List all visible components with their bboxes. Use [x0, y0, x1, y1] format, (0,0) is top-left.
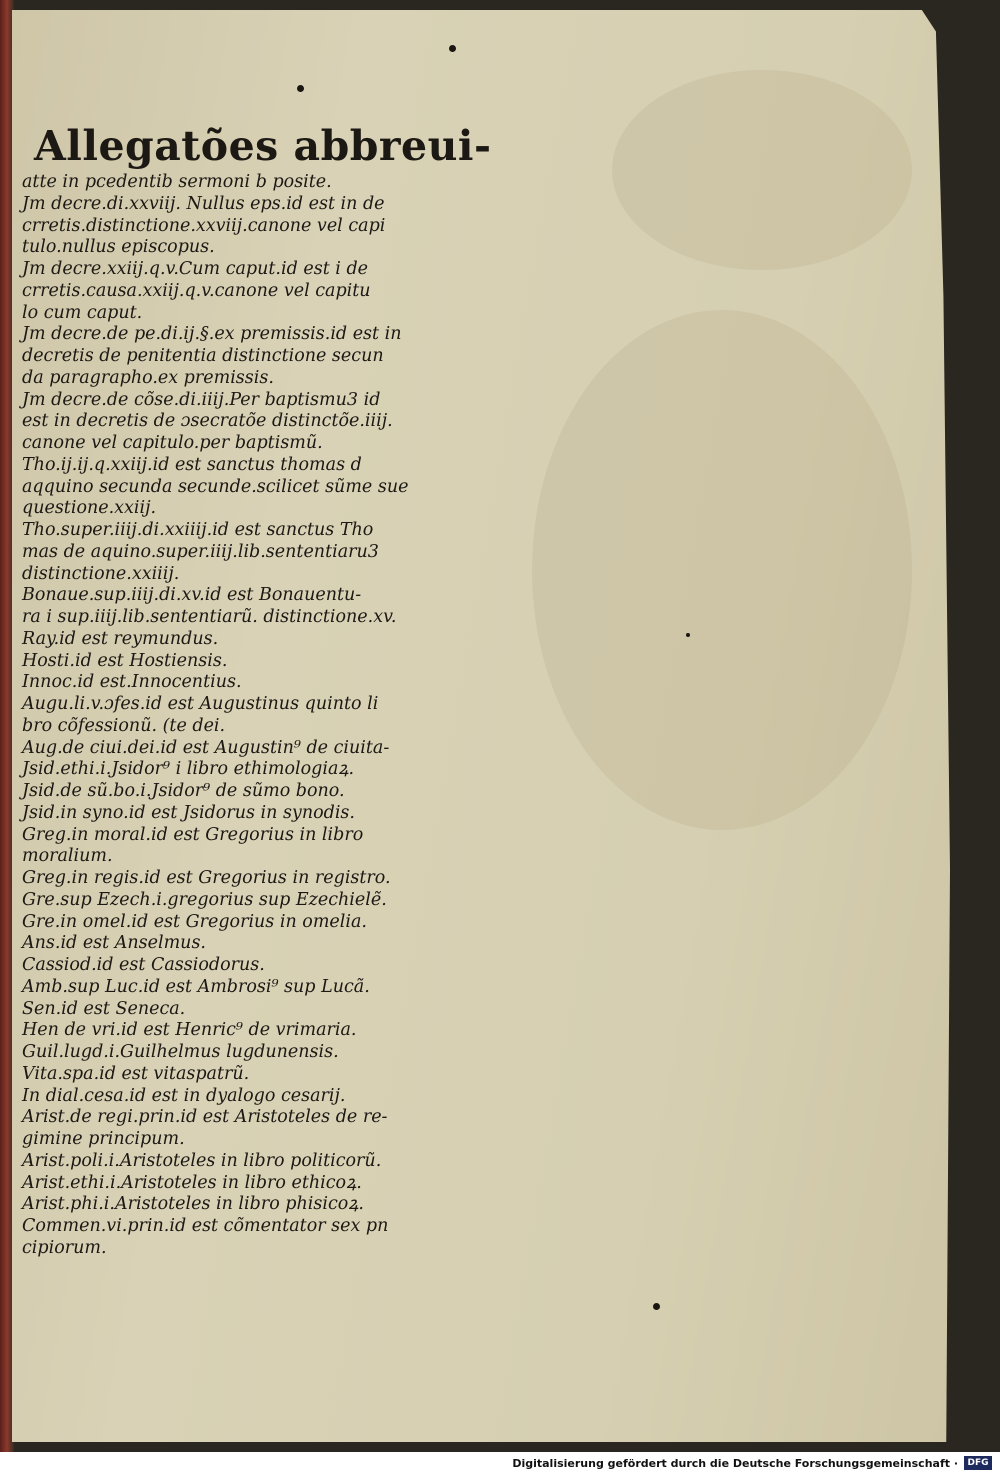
text-line: Jm decre.di.xxviij. Nullus eps.id est in de: [22, 193, 385, 214]
page-title: Allegatões abbreui-: [34, 122, 492, 170]
funding-credit: Digitalisierung gefördert durch die Deutsche Forschungsgemeinschaft ·: [512, 1457, 958, 1470]
text-line: Hosti.id est Hostiensis.: [22, 650, 228, 671]
ink-spot: [686, 633, 690, 637]
text-line: crretis.distinctione.xxviij.canone vel capi: [22, 215, 386, 236]
footer-bar: [0, 1452, 1000, 1475]
ink-spot: [653, 1303, 660, 1310]
text-lines: [22, 172, 442, 1260]
text-line: tulo.nullus episcopus.: [22, 237, 215, 258]
book-binding-edge: [0, 0, 14, 1452]
text-line: Gre.in omel.id est Gregorius in omelia.: [22, 911, 367, 932]
text-line: Commen.vi.prin.id est cõmentator sex pn: [22, 1216, 389, 1236]
text-line: est in decretis de ɔsecratõe distinctõe.iiij.: [22, 411, 393, 432]
text-line: Jm decre.de pe.di.ij.§.ex premissis.id est in: [22, 324, 402, 345]
text-line: cipiorum.: [22, 1237, 107, 1258]
text-line: Arist.ethi.i.Aristoteles in libro ethicoꝝ.: [22, 1172, 362, 1193]
ink-spot: [297, 85, 304, 92]
text-line: Greg.in moral.id est Gregorius in libro: [22, 824, 364, 845]
text-line: Ans.id est Anselmus.: [22, 933, 206, 954]
text-line: moralium.: [22, 846, 113, 867]
text-line: Amb.sup Luc.id est Ambrosi⁹ sup Lucã.: [22, 976, 370, 997]
text-line: Greg.in regis.id est Gregorius in registro.: [22, 868, 391, 888]
text-line: In dial.cesa.id est in dyalogo cesarij.: [22, 1085, 346, 1106]
text-line: canone vel capitulo.per baptismũ.: [22, 433, 323, 453]
text-line: Tho.super.iiij.di.xxiiij.id est sanctus Tho: [22, 520, 374, 540]
text-line: Arist.poli.i.Aristoteles in libro politicorũ.: [22, 1150, 382, 1171]
text-line: ra i sup.iiij.lib.sententiarũ. distinctione.xv.: [22, 607, 397, 627]
text-line: Vita.spa.id est vitaspatrũ.: [22, 1063, 250, 1084]
text-line: Jsid.in syno.id est Jsidorus in synodis.: [22, 802, 355, 823]
text-line: Aug.de ciui.dei.id est Augustin⁹ de ciuita-: [22, 737, 390, 758]
paper-stain: [532, 310, 912, 830]
text-line: aqquino secunda secunde.scilicet sũme sue: [22, 476, 409, 497]
text-line: Jm decre.de cõse.di.iiij.Per baptismu3 id: [22, 389, 381, 410]
text-line: Sen.id est Seneca.: [22, 998, 186, 1019]
text-line: Bonaue.sup.iiij.di.xv.id est Bonauentu-: [22, 585, 362, 606]
printed-text-column: [22, 120, 492, 1260]
text-line: crretis.causa.xxiij.q.v.canone vel capitu: [22, 280, 371, 301]
text-line: Jm decre.xxiij.q.v.Cum caput.id est i de: [22, 259, 369, 279]
text-line: da paragrapho.ex premissis.: [22, 367, 274, 388]
text-line: decretis de penitentia distinctione secun: [22, 346, 384, 366]
ink-spot: [449, 45, 456, 52]
text-line: Cassiod.id est Cassiodorus.: [22, 955, 265, 975]
text-line: gimine principum.: [22, 1129, 185, 1149]
text-line: mas de aquino.super.iiij.lib.sententiaru3: [22, 541, 379, 562]
text-line: Jsid.ethi.i.Jsidor⁹ i libro ethimologiaꝝ.: [22, 759, 355, 780]
text-line: questione.xxiij.: [22, 498, 157, 519]
text-line: Augu.li.v.ɔfes.id est Augustinus quinto li: [22, 694, 379, 714]
text-line: Innoc.id est.Innocentius.: [22, 672, 242, 693]
text-line: Arist.de regi.prin.id est Aristoteles de re-: [22, 1107, 388, 1128]
text-line: Ray.id est reymundus.: [22, 628, 219, 649]
text-line: Arist.phi.i.Aristoteles in libro phisicoꝝ.: [22, 1194, 364, 1215]
text-line: Tho.ij.ij.q.xxiij.id est sanctus thomas d: [22, 454, 362, 475]
text-line: lo cum caput.: [22, 302, 143, 323]
text-line: bro cõfessionũ. (te dei.: [22, 715, 226, 736]
dfg-logo-icon: DFG: [964, 1456, 992, 1470]
text-line: Hen de vri.id est Henric⁹ de vrimaria.: [22, 1020, 357, 1041]
text-line: distinctione.xxiiij.: [22, 563, 180, 584]
text-line: Jsid.de sũ.bo.i.Jsidor⁹ de sũmo bono.: [22, 781, 345, 801]
paper-stain: [612, 70, 912, 270]
text-line: Guil.lugd.i.Guilhelmus lugdunensis.: [22, 1042, 339, 1062]
text-line: Gre.sup Ezech.i.gregorius sup Ezechielẽ.: [22, 889, 387, 910]
text-line: atte in pcedentib sermoni b posite.: [22, 172, 332, 192]
